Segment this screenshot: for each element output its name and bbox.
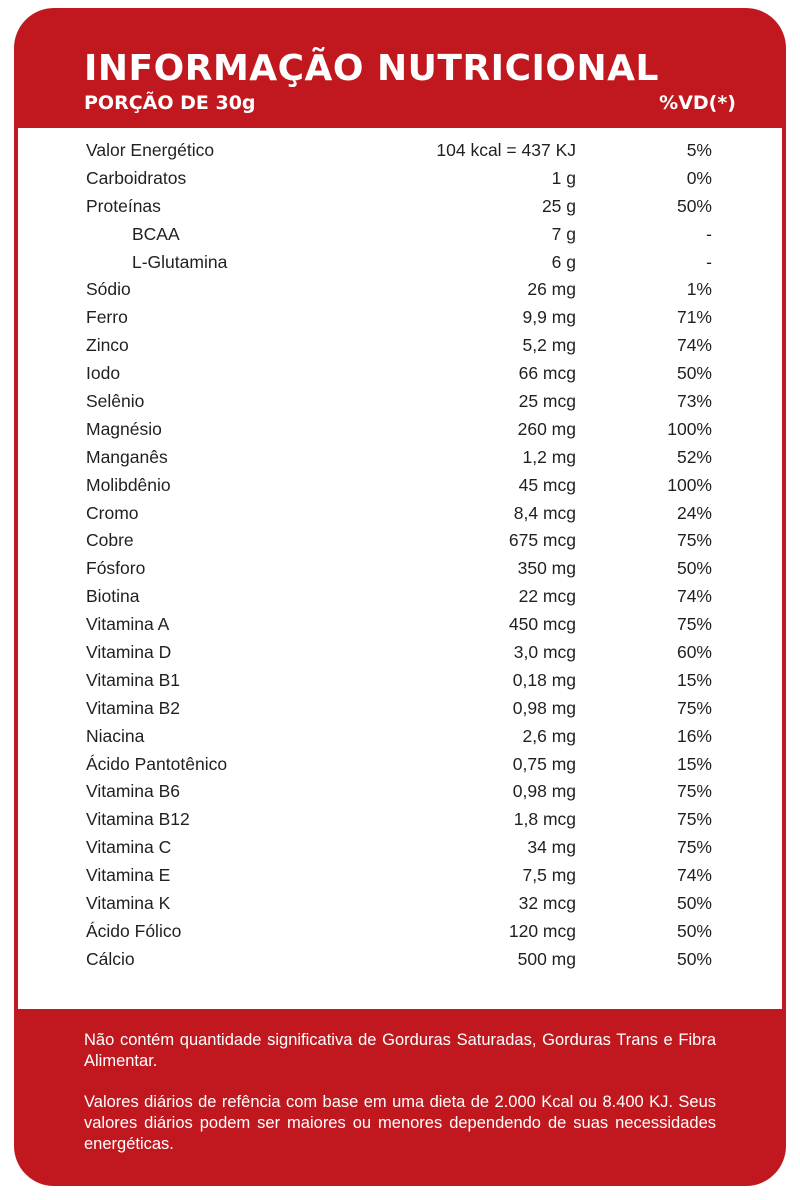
table-row	[18, 863, 782, 891]
nutrient-name: Vitamina E	[86, 865, 171, 886]
nutrient-daily-value: -	[706, 223, 712, 244]
table-row	[18, 584, 782, 612]
nutrient-name: Proteínas	[86, 195, 161, 216]
nutrient-name: Vitamina B12	[86, 809, 190, 830]
table-row	[18, 835, 782, 863]
nutrient-name: Vitamina K	[86, 893, 171, 914]
nutrient-amount: 500 mg	[517, 948, 576, 969]
nutrient-daily-value: 0%	[686, 167, 712, 188]
nutrient-name: Selênio	[86, 391, 145, 412]
nutrient-daily-value: 74%	[676, 335, 712, 356]
table-row	[18, 361, 782, 389]
nutrient-daily-value: 15%	[676, 669, 712, 690]
table-row	[18, 473, 782, 501]
label-header	[14, 8, 786, 128]
nutrient-daily-value: 24%	[676, 502, 712, 523]
nutrient-daily-value: 75%	[676, 837, 712, 858]
nutrient-daily-value: 52%	[676, 446, 712, 467]
nutrient-amount: 260 mg	[517, 418, 576, 439]
nutrient-amount: 6 g	[551, 251, 576, 272]
nutrient-daily-value: 75%	[676, 697, 712, 718]
table-row	[18, 891, 782, 919]
nutrient-name: Niacina	[86, 725, 145, 746]
table-row	[18, 417, 782, 445]
nutrient-daily-value: 1%	[686, 279, 712, 300]
nutrient-name: Carboidratos	[86, 167, 187, 188]
nutrient-amount: 26 mg	[527, 279, 576, 300]
nutrient-name: Zinco	[86, 335, 129, 356]
nutrient-amount: 8,4 mcg	[513, 502, 576, 523]
nutrient-daily-value: -	[706, 251, 712, 272]
nutrition-label	[14, 8, 786, 1186]
table-row	[18, 305, 782, 333]
table-row	[18, 250, 782, 278]
nutrient-name: L-Glutamina	[132, 251, 228, 272]
nutrient-daily-value: 100%	[667, 418, 712, 439]
table-row	[18, 640, 782, 668]
nutrient-name: Molibdênio	[86, 474, 171, 495]
nutrient-name: Valor Energético	[86, 140, 215, 160]
nutrient-daily-value: 75%	[676, 809, 712, 830]
nutrient-amount: 0,18 mg	[512, 669, 576, 690]
nutrient-name: Ácido Pantotênico	[86, 753, 228, 774]
nutrient-daily-value: 74%	[676, 586, 712, 607]
nutrient-name: Iodo	[86, 363, 121, 384]
nutrient-daily-value: 50%	[676, 920, 712, 941]
table-row	[18, 389, 782, 417]
footer-note: Não contém quantidade significativa de Gorduras Saturadas, Gorduras Trans e Fibra Alimentar.	[84, 1031, 716, 1070]
daily-value-header: %VD(*)	[659, 92, 736, 114]
nutrient-amount: 25 mcg	[518, 391, 576, 412]
nutrient-name: Magnésio	[86, 418, 162, 439]
nutrient-amount: 0,98 mg	[512, 697, 576, 718]
nutrient-name: Vitamina D	[86, 642, 172, 663]
nutrient-rows	[18, 138, 782, 975]
nutrient-amount: 32 mcg	[518, 893, 576, 914]
nutrient-name: Fósforo	[86, 558, 146, 579]
nutrient-daily-value: 73%	[676, 391, 712, 412]
nutrient-amount: 675 mcg	[508, 530, 576, 551]
table-row	[18, 807, 782, 835]
nutrient-amount: 66 mcg	[518, 363, 576, 384]
nutrient-amount: 45 mcg	[518, 474, 576, 495]
nutrient-amount: 1 g	[551, 167, 576, 188]
nutrient-daily-value: 71%	[676, 307, 712, 328]
nutrient-amount: 0,98 mg	[512, 781, 576, 802]
nutrient-daily-value: 75%	[676, 530, 712, 551]
table-row	[18, 947, 782, 975]
table-row	[18, 138, 782, 166]
label-title: INFORMAÇÃO NUTRICIONAL	[84, 48, 659, 89]
table-row	[18, 445, 782, 473]
nutrient-name: Manganês	[86, 446, 168, 467]
nutrient-daily-value: 50%	[676, 195, 712, 216]
footer-disclaimer: Valores diários de refência com base em uma dieta de 2.000 Kcal ou 8.400 KJ. Seus valores diários podem ser maiores ou menores dependendo de suas necessidades energéticas.	[84, 1093, 716, 1153]
nutrient-name: BCAA	[132, 223, 180, 244]
nutrient-amount: 350 mg	[517, 558, 576, 579]
nutrient-daily-value: 60%	[676, 642, 712, 663]
nutrient-table	[18, 128, 782, 1009]
nutrient-amount: 9,9 mg	[522, 307, 576, 328]
nutrient-daily-value: 50%	[676, 363, 712, 384]
table-row	[18, 752, 782, 780]
nutrient-amount: 25 g	[541, 195, 576, 216]
table-row	[18, 668, 782, 696]
nutrient-daily-value: 100%	[667, 474, 712, 495]
nutrient-name: Ácido Fólico	[86, 920, 182, 941]
nutrient-daily-value: 50%	[676, 893, 712, 914]
nutrient-name: Vitamina B1	[86, 669, 181, 690]
nutrient-amount: 104 kcal = 437 KJ	[436, 140, 576, 160]
nutrient-amount: 7,5 mg	[522, 865, 576, 886]
nutrient-amount: 34 mg	[527, 837, 576, 858]
nutrient-name: Vitamina A	[86, 614, 170, 635]
table-row	[18, 222, 782, 250]
nutrient-name: Cobre	[86, 530, 134, 551]
nutrient-name: Biotina	[86, 586, 140, 607]
nutrient-daily-value: 75%	[676, 614, 712, 635]
nutrient-name: Vitamina B6	[86, 781, 181, 802]
table-row	[18, 724, 782, 752]
nutrient-name: Ferro	[86, 307, 128, 328]
table-row	[18, 277, 782, 305]
table-row	[18, 194, 782, 222]
table-row	[18, 696, 782, 724]
nutrient-daily-value: 75%	[676, 781, 712, 802]
nutrient-daily-value: 5%	[686, 140, 712, 160]
table-row	[18, 612, 782, 640]
table-row	[18, 528, 782, 556]
portion-size: PORÇÃO DE 30g	[84, 92, 256, 114]
nutrient-name: Vitamina C	[86, 837, 172, 858]
table-row	[18, 919, 782, 947]
nutrient-amount: 0,75 mg	[512, 753, 576, 774]
nutrient-daily-value: 74%	[676, 865, 712, 886]
label-footer	[84, 1030, 716, 1175]
table-row	[18, 166, 782, 194]
nutrient-amount: 22 mcg	[518, 586, 576, 607]
nutrient-daily-value: 16%	[676, 725, 712, 746]
nutrient-name: Cromo	[86, 502, 139, 523]
nutrient-amount: 120 mcg	[508, 920, 576, 941]
nutrient-amount: 2,6 mg	[522, 725, 576, 746]
nutrient-amount: 1,2 mg	[522, 446, 576, 467]
nutrient-name: Sódio	[86, 279, 131, 300]
table-row	[18, 333, 782, 361]
nutrient-amount: 7 g	[551, 223, 576, 244]
table-row	[18, 501, 782, 529]
nutrient-daily-value: 50%	[676, 948, 712, 969]
nutrient-amount: 3,0 mcg	[513, 642, 576, 663]
table-row	[18, 779, 782, 807]
table-row	[18, 556, 782, 584]
nutrient-amount: 1,8 mcg	[513, 809, 576, 830]
nutrient-amount: 450 mcg	[508, 614, 576, 635]
nutrient-name: Vitamina B2	[86, 697, 181, 718]
nutrient-daily-value: 50%	[676, 558, 712, 579]
nutrient-name: Cálcio	[86, 948, 135, 969]
nutrient-daily-value: 15%	[676, 753, 712, 774]
nutrient-amount: 5,2 mg	[522, 335, 576, 356]
